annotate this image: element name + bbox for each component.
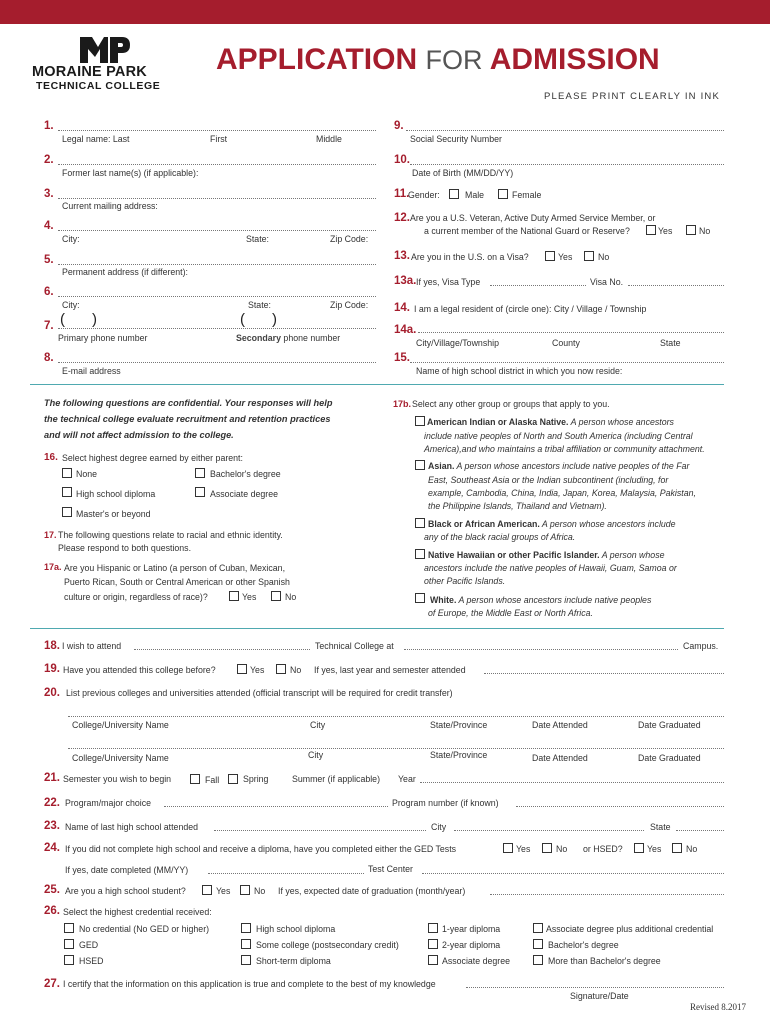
race-black-line2: any of the black racial groups of Africa.: [424, 532, 576, 542]
q17b-text: Select any other group or groups that apply to you.: [412, 399, 610, 409]
legal-name-input[interactable]: [58, 130, 376, 131]
q21-text: Semester you wish to begin: [63, 774, 172, 784]
secondary-area-open: (: [240, 311, 245, 328]
male-label: Male: [465, 190, 485, 200]
race-asian-line4: the Philippine Islands, Thailand and Vietnam).: [428, 501, 607, 511]
field-1-number: 1.: [44, 120, 54, 132]
race-hawaiian-line1: [428, 550, 664, 560]
visa-yes-checkbox[interactable]: [545, 251, 555, 261]
legal-last-label: Legal name: Last: [62, 134, 130, 144]
ged-no-label: No: [556, 844, 568, 854]
former-name-input[interactable]: [58, 164, 376, 165]
attended-no-label: No: [290, 665, 302, 675]
q16-text: Select highest degree earned by either parent:: [62, 453, 243, 463]
email-input[interactable]: [58, 362, 376, 363]
race-asian-line1: [428, 461, 689, 471]
visa-question: Are you in the U.S. on a Visa?: [411, 252, 529, 262]
gender-male-checkbox[interactable]: [449, 189, 459, 199]
race-hawaiian-line2: ancestors include the native peoples of Hawaii, Guam, Samoa or: [424, 563, 677, 573]
q20-text: List previous colleges and universities attended (official transcript will be required for credit transfer): [66, 688, 453, 698]
hs-student-no-label: No: [254, 886, 266, 896]
black-title: Black or African American.: [428, 519, 540, 529]
ssn-label: Social Security Number: [410, 134, 502, 144]
field-14-number: 14.: [394, 302, 410, 314]
hsed-label: or HSED?: [583, 844, 623, 854]
parent-masters-label: Master's or beyond: [76, 509, 151, 519]
section-divider-2: [30, 628, 724, 629]
hawaiian-title: Native Hawaiian or other Pacific Islander.: [428, 550, 600, 560]
race-hawaiian-checkbox[interactable]: [415, 549, 425, 559]
visa-type-input[interactable]: [490, 285, 586, 286]
q22-number: 22.: [44, 797, 60, 809]
city-label: City:: [62, 234, 80, 244]
field-13-number: 13.: [394, 250, 410, 262]
q17b-number: 17b.: [393, 399, 412, 409]
race-american-indian-line1: [427, 417, 674, 427]
veteran-yes-checkbox[interactable]: [646, 225, 656, 235]
cred-2yr-label: 2-year diploma: [442, 940, 501, 950]
q18-number: 18.: [44, 640, 60, 652]
program-input[interactable]: [164, 806, 388, 807]
dob-input[interactable]: [410, 164, 724, 165]
cred-1yr-checkbox[interactable]: [428, 923, 438, 933]
ssn-input[interactable]: [406, 130, 724, 131]
q23-number: 23.: [44, 820, 60, 832]
q17a-line3: culture or origin, regardless of race)?: [64, 592, 208, 602]
gender-female-checkbox[interactable]: [498, 189, 508, 199]
top-brand-bar: [0, 0, 770, 24]
hs-city-input[interactable]: [454, 830, 644, 831]
cred-hs-label: High school diploma: [256, 924, 336, 934]
race-white-checkbox[interactable]: [415, 593, 425, 603]
cred-none-label: No credential (No GED or higher): [79, 924, 210, 934]
former-name-label: Former last name(s) (if applicable):: [62, 168, 199, 178]
q17-line1: The following questions relate to racial and ethnic identity.: [58, 530, 283, 540]
primary-phone-label: Primary phone number: [58, 333, 148, 343]
test-center-input[interactable]: [422, 873, 724, 874]
q20-col2-state: State/Province: [430, 750, 488, 760]
college-logo-icon: [78, 33, 132, 65]
white-desc: A person whose ancestors include native peoples: [456, 595, 652, 605]
field-5-number: 5.: [44, 254, 54, 266]
veteran-yes-label: Yes: [658, 226, 673, 236]
zip-label: Zip Code:: [330, 234, 369, 244]
hs-city-label: City: [431, 822, 447, 832]
veteran-question-line1: Are you a U.S. Veteran, Active Duty Armed Service Member, or: [410, 213, 656, 223]
cred-associate-label: Associate degree: [442, 956, 510, 966]
visa-type-label: If yes, Visa Type: [416, 277, 481, 287]
field-14a-number: 14a.: [394, 324, 417, 336]
field-13a-number: 13a.: [394, 275, 417, 287]
college-row-2-input[interactable]: [68, 748, 724, 749]
county-label: County: [552, 338, 580, 348]
cred-none-checkbox[interactable]: [64, 923, 74, 933]
legal-first-label: First: [210, 134, 228, 144]
semester-spring-label: Spring: [243, 774, 269, 784]
white-title: White.: [430, 595, 457, 605]
confidential-line1: The following questions are confidential. Your responses will help: [44, 398, 333, 408]
q17a-line1: Are you Hispanic or Latino (a person of Cuban, Mexican,: [64, 563, 286, 573]
q19-number: 19.: [44, 663, 60, 675]
hs-student-yes-label: Yes: [216, 886, 231, 896]
high-school-input[interactable]: [214, 830, 426, 831]
title-admission: ADMISSION: [489, 43, 660, 76]
race-asian-line3: example, Cambodia, China, India, Japan, Korea, Malaysia, Pakistan,: [428, 488, 696, 498]
q20-col-city: City: [310, 720, 326, 730]
revised-note: Revised 8.2017: [690, 1002, 746, 1012]
q27-text: I certify that the information on this application is true and complete to the best of my knowledge: [63, 979, 436, 989]
semester-summer-label: Summer (if applicable): [292, 774, 380, 784]
cred-hsed-checkbox[interactable]: [64, 955, 74, 965]
ged-yes-label: Yes: [516, 844, 531, 854]
city-state-zip-input[interactable]: [58, 230, 376, 231]
legal-middle-label: Middle: [316, 134, 342, 144]
attended-yes-label: Yes: [250, 665, 265, 675]
college-name-input[interactable]: [134, 649, 310, 650]
parent-hs-checkbox[interactable]: [62, 487, 72, 497]
section-divider: [30, 384, 724, 385]
q20-col-state: State/Province: [430, 720, 488, 730]
mailing-address-label: Current mailing address:: [62, 201, 158, 211]
hsed-no-label: No: [686, 844, 698, 854]
q20-col-graduated: Date Graduated: [638, 720, 701, 730]
hs-state-label: State: [650, 822, 671, 832]
hsed-yes-checkbox[interactable]: [634, 843, 644, 853]
title-for: FOR: [425, 45, 483, 75]
hs-student-yes-checkbox[interactable]: [202, 885, 212, 895]
college-row-1-input[interactable]: [68, 716, 724, 717]
hispanic-no-checkbox[interactable]: [271, 591, 281, 601]
program-number-input[interactable]: [516, 806, 724, 807]
q17-line2: Please respond to both questions.: [58, 543, 192, 553]
ged-no-checkbox[interactable]: [542, 843, 552, 853]
q18-tc-label: Technical College at: [315, 641, 394, 651]
hawaiian-desc: A person whose: [599, 550, 665, 560]
gender-label: Gender:: [408, 190, 440, 200]
q17-number: 17.: [44, 530, 57, 540]
graduation-date-input[interactable]: [490, 894, 724, 895]
parent-masters-checkbox[interactable]: [62, 507, 72, 517]
permanent-address-label: Permanent address (if different):: [62, 267, 188, 277]
hispanic-no-label: No: [285, 592, 297, 602]
q20-col2-name: College/University Name: [72, 753, 169, 763]
confidential-line2: the technical college evaluate recruitment and retention practices: [44, 414, 331, 424]
primary-area-close: ): [92, 311, 97, 328]
veteran-question-line2: a current member of the National Guard or Reserve?: [424, 226, 630, 236]
q17a-number: 17a.: [44, 562, 62, 572]
race-asian-checkbox[interactable]: [415, 460, 425, 470]
parent-bachelors-checkbox[interactable]: [195, 468, 205, 478]
semester-fall-label: Fall: [205, 775, 220, 785]
q18-attend-label: I wish to attend: [62, 641, 122, 651]
q20-col-name: College/University Name: [72, 720, 169, 730]
cred-assoc-plus-checkbox[interactable]: [533, 923, 543, 933]
cred-assoc-plus-label: Associate degree plus additional credential: [546, 924, 714, 934]
q25-number: 25.: [44, 884, 60, 896]
field-10-number: 10.: [394, 154, 410, 166]
signature-input[interactable]: [466, 987, 724, 988]
q24-text: If you did not complete high school and receive a diploma, have you completed either the GED Tests: [65, 844, 457, 854]
state-label: State:: [246, 234, 269, 244]
last-attended-input[interactable]: [484, 673, 724, 674]
q20-col2-attended: Date Attended: [532, 753, 588, 763]
cred-bachelors-label: Bachelor's degree: [548, 940, 619, 950]
cred-ged-checkbox[interactable]: [64, 939, 74, 949]
hispanic-yes-label: Yes: [242, 592, 257, 602]
field-2-number: 2.: [44, 154, 54, 166]
visa-no-number-label: Visa No.: [590, 277, 624, 287]
race-white-line1: [430, 595, 651, 605]
race-black-line1: [428, 519, 676, 529]
q24-number: 24.: [44, 842, 60, 854]
secondary-area-close: ): [272, 311, 277, 328]
q17a-line2: Puerto Rican, South or Central American or other Spanish: [64, 577, 290, 587]
semester-fall-checkbox[interactable]: [190, 774, 200, 784]
q19-ifyes-label: If yes, last year and semester attended: [314, 665, 466, 675]
email-label: E-mail address: [62, 366, 121, 376]
q21-number: 21.: [44, 772, 60, 784]
race-black-checkbox[interactable]: [415, 518, 425, 528]
hispanic-yes-checkbox[interactable]: [229, 591, 239, 601]
veteran-no-checkbox[interactable]: [686, 225, 696, 235]
visa-yes-label: Yes: [558, 252, 573, 262]
hs-state-input[interactable]: [676, 830, 724, 831]
field-6-number: 6.: [44, 286, 54, 298]
q20-number: 20.: [44, 687, 60, 699]
american-indian-title: American Indian or Alaska Native.: [427, 417, 569, 427]
race-american-indian-line3: America),and who maintains a tribal affiliation or community attachment.: [424, 444, 705, 454]
cred-some-college-label: Some college (postsecondary credit): [256, 940, 399, 950]
hs-district-label: Name of high school district in which you now reside:: [416, 366, 623, 376]
field-9-number: 9.: [394, 120, 404, 132]
parent-hs-label: High school diploma: [76, 489, 156, 499]
confidential-line3: and will not affect admission to the college.: [44, 430, 234, 440]
female-label: Female: [512, 190, 542, 200]
college-name-line2: TECHNICAL COLLEGE: [36, 80, 161, 92]
veteran-no-label: No: [699, 226, 711, 236]
city2-label: City:: [62, 300, 80, 310]
campus-input[interactable]: [404, 649, 678, 650]
race-asian-line2: East, Southeast Asia or the Indian subcontinent (including, for: [428, 475, 669, 485]
parent-bachelors-label: Bachelor's degree: [210, 469, 281, 479]
permanent-address-input[interactable]: [58, 264, 376, 265]
parent-associate-label: Associate degree: [210, 489, 278, 499]
signature-label: Signature/Date: [570, 991, 629, 1001]
title-application: APPLICATION: [216, 43, 418, 76]
page-title: [216, 43, 660, 77]
q25-ifyes-label: If yes, expected date of graduation (month/year): [278, 886, 466, 896]
parent-none-checkbox[interactable]: [62, 468, 72, 478]
cred-hs-checkbox[interactable]: [241, 923, 251, 933]
cred-some-college-checkbox[interactable]: [241, 939, 251, 949]
field-4-number: 4.: [44, 220, 54, 232]
q19-text: Have you attended this college before?: [63, 665, 216, 675]
q20-col2-city: City: [308, 750, 324, 760]
cred-short-term-checkbox[interactable]: [241, 955, 251, 965]
race-american-indian-line2: include native peoples of North and South America (including Central: [424, 431, 693, 441]
hs-student-no-checkbox[interactable]: [240, 885, 250, 895]
program-number-label: Program number (if known): [392, 798, 499, 808]
cred-bachelors-checkbox[interactable]: [533, 939, 543, 949]
q27-number: 27.: [44, 978, 60, 990]
semester-spring-checkbox[interactable]: [228, 774, 238, 784]
cred-ged-label: GED: [79, 940, 99, 950]
dob-label: Date of Birth (MM/DD/YY): [412, 168, 514, 178]
black-desc: A person whose ancestors include: [539, 519, 676, 529]
q20-col-attended: Date Attended: [532, 720, 588, 730]
hsed-no-checkbox[interactable]: [672, 843, 682, 853]
cred-2yr-checkbox[interactable]: [428, 939, 438, 949]
zip2-label: Zip Code:: [330, 300, 369, 310]
parent-none-label: None: [76, 469, 98, 479]
state2-label: State:: [248, 300, 271, 310]
cred-hsed-label: HSED: [79, 956, 104, 966]
q16-number: 16.: [44, 452, 58, 463]
mailing-address-input[interactable]: [58, 198, 376, 199]
resident-question: I am a legal resident of (circle one): City / Village / Township: [414, 304, 647, 314]
semester-year-input[interactable]: [420, 782, 724, 783]
cred-more-bachelors-label: More than Bachelor's degree: [548, 956, 661, 966]
visa-no-checkbox[interactable]: [584, 251, 594, 261]
field-3-number: 3.: [44, 188, 54, 200]
cred-more-bachelors-checkbox[interactable]: [533, 955, 543, 965]
visa-no-label: No: [598, 252, 610, 262]
asian-title: Asian.: [428, 461, 455, 471]
attended-no-checkbox[interactable]: [276, 664, 286, 674]
attended-yes-checkbox[interactable]: [237, 664, 247, 674]
q26-number: 26.: [44, 905, 60, 917]
q20-col2-graduated: Date Graduated: [638, 753, 701, 763]
college-name-line1: MORAINE PARK: [32, 64, 147, 80]
asian-desc: A person whose ancestors include native peoples of the Far: [454, 461, 690, 471]
q26-text: Select the highest credential received:: [63, 907, 212, 917]
q18-campus-label: Campus.: [683, 641, 719, 651]
secondary-phone-label: [236, 333, 340, 343]
visa-number-input[interactable]: [628, 285, 724, 286]
municipality-input[interactable]: [418, 332, 724, 333]
ged-yes-checkbox[interactable]: [503, 843, 513, 853]
resident-state-label: State: [660, 338, 681, 348]
q24-date-label: If yes, date completed (MM/YY): [65, 865, 189, 875]
cred-associate-checkbox[interactable]: [428, 955, 438, 965]
q23-text: Name of last high school attended: [65, 822, 199, 832]
parent-associate-checkbox[interactable]: [195, 487, 205, 497]
race-american-indian-checkbox[interactable]: [415, 416, 425, 426]
print-instruction: PLEASE PRINT CLEARLY IN INK: [544, 91, 721, 102]
q22-text: Program/major choice: [65, 798, 152, 808]
hsed-yes-label: Yes: [647, 844, 662, 854]
city-state-zip-2-input[interactable]: [58, 296, 376, 297]
american-indian-desc: A person whose ancestors: [568, 417, 674, 427]
field-11-number: 11.: [394, 188, 410, 200]
primary-area-open: (: [60, 311, 65, 328]
completion-date-input[interactable]: [208, 873, 364, 874]
cvt-label: City/Village/Township: [416, 338, 499, 348]
cred-1yr-label: 1-year diploma: [442, 924, 501, 934]
field-7-number: 7.: [44, 320, 54, 332]
field-12-number: 12.: [394, 212, 410, 224]
secondary-rest-text: phone number: [280, 333, 341, 343]
test-center-label: Test Center: [368, 864, 413, 874]
field-8-number: 8.: [44, 352, 54, 364]
phone-input[interactable]: [58, 328, 376, 329]
q25-text: Are you a high school student?: [65, 886, 186, 896]
semester-year-label: Year: [398, 774, 416, 784]
field-15-number: 15.: [394, 352, 410, 364]
cred-short-term-label: Short-term diploma: [256, 956, 331, 966]
race-hawaiian-line3: other Pacific Islands.: [424, 576, 506, 586]
hs-district-input[interactable]: [410, 362, 724, 363]
secondary-bold-text: Secondary: [236, 333, 281, 343]
race-white-line2: of Europe, the Middle East or North Africa.: [428, 608, 593, 618]
